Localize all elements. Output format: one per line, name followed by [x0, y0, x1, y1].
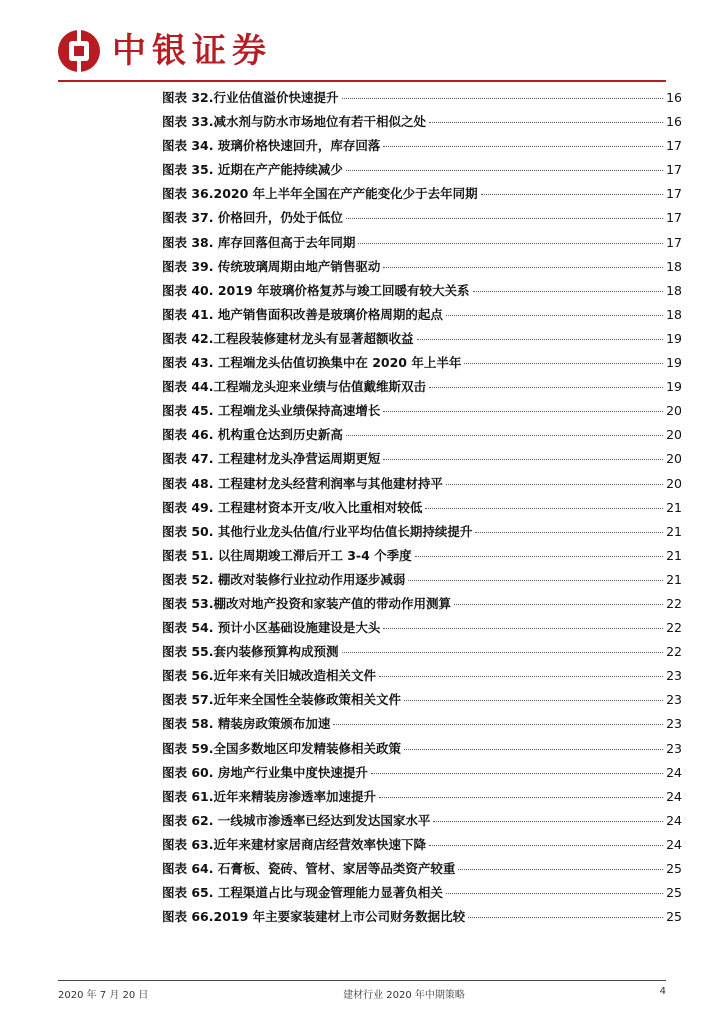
toc-entry-title: 图表 63.近年来建材家居商店经营效率快速下降 — [162, 836, 426, 852]
toc-dot-leader — [429, 845, 663, 846]
toc-entry[interactable] — [162, 809, 682, 833]
toc-entry[interactable] — [162, 134, 682, 158]
toc-entry-title: 图表 44.工程端龙头迎来业绩与估值戴维斯双击 — [162, 379, 426, 395]
toc-dot-leader — [446, 893, 663, 894]
toc-entry-title: 图表 62. 一线城市渗透率已经达到发达国家水平 — [162, 812, 431, 828]
toc-dot-leader — [333, 724, 663, 725]
toc-entry[interactable] — [162, 399, 682, 423]
toc-entry[interactable] — [162, 351, 682, 375]
toc-entry-page: 19 — [666, 379, 682, 395]
toc-entry-page: 24 — [666, 836, 682, 852]
toc-entry-title: 图表 59.全国多数地区印发精装修相关政策 — [162, 740, 401, 756]
toc-dot-leader — [346, 170, 663, 171]
toc-dot-leader — [468, 917, 663, 918]
toc-entry-page: 25 — [666, 885, 682, 901]
toc-entry[interactable] — [162, 785, 682, 809]
toc-entry-page: 22 — [666, 644, 682, 660]
toc-dot-leader — [475, 532, 663, 533]
toc-entry-page: 25 — [666, 861, 682, 876]
toc-entry[interactable] — [162, 905, 682, 929]
toc-dot-leader — [454, 604, 663, 605]
toc-entry[interactable] — [162, 544, 682, 568]
toc-entry[interactable] — [162, 712, 682, 736]
toc-dot-leader — [429, 387, 663, 388]
toc-entry-title: 图表 37. 价格回升，仍处于低位 — [162, 210, 343, 226]
toc-entry[interactable] — [162, 423, 682, 447]
toc-entry[interactable] — [162, 375, 682, 399]
toc-entry-title: 图表 64. 石膏板、瓷砖、管材、家居等品类资产较重 — [162, 861, 456, 876]
toc-entry-title: 图表 49. 工程建材资本开支/收入比重相对较低 — [162, 499, 423, 515]
toc-entry-page: 17 — [666, 162, 682, 178]
toc-entry[interactable] — [162, 158, 682, 182]
toc-dot-leader — [342, 652, 664, 653]
table-of-figures — [162, 86, 682, 929]
toc-entry-title: 图表 46. 机构重仓达到历史新高 — [162, 427, 343, 443]
toc-entry[interactable] — [162, 833, 682, 857]
toc-dot-leader — [481, 194, 663, 195]
toc-entry-page: 18 — [666, 306, 682, 322]
toc-entry-page: 19 — [666, 355, 682, 371]
toc-dot-leader — [383, 411, 663, 412]
toc-dot-leader — [383, 267, 663, 268]
toc-entry-title: 图表 38. 库存回落但高于去年同期 — [162, 234, 356, 250]
toc-entry-title: 图表 34. 玻璃价格快速回升，库存回落 — [162, 138, 381, 154]
toc-entry-title: 图表 36.2020 年上半年全国在产产能变化少于去年同期 — [162, 186, 478, 202]
toc-entry-page: 16 — [666, 90, 682, 105]
toc-dot-leader — [415, 556, 663, 557]
toc-dot-leader — [383, 146, 663, 147]
toc-dot-leader — [346, 218, 663, 219]
toc-entry-title: 图表 42.工程段装修建材龙头有显著超额收益 — [162, 330, 414, 346]
boc-logo-icon — [58, 30, 100, 72]
toc-entry-title: 图表 58. 精装房政策颁布加速 — [162, 716, 331, 732]
toc-entry[interactable] — [162, 496, 682, 520]
toc-entry[interactable] — [162, 447, 682, 471]
toc-entry-page: 20 — [666, 403, 682, 419]
toc-dot-leader — [425, 508, 663, 509]
toc-entry-page: 23 — [666, 668, 682, 684]
toc-entry-title: 图表 41. 地产销售面积改善是玻璃价格周期的起点 — [162, 306, 443, 322]
toc-entry[interactable] — [162, 279, 682, 303]
toc-dot-leader — [429, 122, 663, 123]
toc-entry-page: 20 — [666, 475, 682, 491]
toc-dot-leader — [404, 749, 663, 750]
toc-entry-page: 17 — [666, 186, 682, 202]
toc-entry-title: 图表 39. 传统玻璃周期由地产销售驱动 — [162, 258, 381, 274]
footer-page-number: 4 — [659, 986, 666, 997]
toc-dot-leader — [371, 773, 663, 774]
toc-entry-title: 图表 33.减水剂与防水市场地位有若干相似之处 — [162, 114, 426, 130]
toc-dot-leader — [383, 628, 663, 629]
toc-entry-page: 17 — [666, 138, 682, 154]
toc-entry[interactable] — [162, 231, 682, 255]
toc-entry-page: 24 — [666, 812, 682, 828]
toc-entry-title: 图表 51. 以往周期竣工滞后开工 3-4 个季度 — [162, 547, 412, 563]
toc-entry-title: 图表 66.2019 年主要家装建材上市公司财务数据比较 — [162, 909, 466, 925]
toc-entry-page: 20 — [666, 427, 682, 443]
toc-dot-leader — [464, 363, 663, 364]
toc-entry-title: 图表 45. 工程端龙头业绩保持高速增长 — [162, 403, 381, 419]
footer-divider — [58, 980, 666, 981]
toc-entry-title: 图表 65. 工程渠道占比与现金管理能力显著负相关 — [162, 885, 443, 901]
toc-entry-title: 图表 54. 预计小区基础设施建设是大头 — [162, 620, 381, 636]
toc-entry[interactable] — [162, 688, 682, 712]
footer — [58, 986, 666, 1001]
toc-entry[interactable] — [162, 568, 682, 592]
toc-entry-page: 23 — [666, 692, 682, 708]
toc-entry-page: 23 — [666, 716, 682, 732]
toc-dot-leader — [383, 459, 663, 460]
toc-dot-leader — [408, 580, 663, 581]
toc-entry[interactable] — [162, 520, 682, 544]
toc-entry-page: 16 — [666, 114, 682, 130]
toc-entry-page: 25 — [666, 909, 682, 925]
toc-entry-title: 图表 57.近年来全国性全装修政策相关文件 — [162, 692, 401, 708]
toc-entry[interactable] — [162, 592, 682, 616]
toc-entry[interactable] — [162, 303, 682, 327]
footer-report-title: 建材行业 2020 年中期策略 — [343, 990, 465, 1001]
toc-entry-title: 图表 32.行业估值溢价快速提升 — [162, 90, 339, 105]
toc-entry-page: 24 — [666, 788, 682, 804]
toc-entry[interactable] — [162, 640, 682, 664]
toc-entry-title: 图表 50. 其他行业龙头估值/行业平均估值长期持续提升 — [162, 523, 473, 539]
toc-entry-page: 20 — [666, 451, 682, 467]
toc-entry-page: 22 — [666, 595, 682, 611]
toc-dot-leader — [346, 435, 663, 436]
toc-entry[interactable] — [162, 616, 682, 640]
toc-dot-leader — [342, 98, 664, 99]
toc-entry[interactable] — [162, 664, 682, 688]
toc-entry-page: 23 — [666, 740, 682, 756]
toc-entry-page: 18 — [666, 258, 682, 274]
toc-entry-title: 图表 56.近年来有关旧城改造相关文件 — [162, 668, 376, 684]
toc-entry-title: 图表 40. 2019 年玻璃价格复苏与竣工回暖有较大关系 — [162, 282, 470, 298]
toc-entry[interactable] — [162, 737, 682, 761]
toc-entry[interactable] — [162, 182, 682, 206]
toc-entry-title: 图表 43. 工程端龙头估值切换集中在 2020 年上半年 — [162, 355, 462, 371]
toc-entry[interactable] — [162, 761, 682, 785]
toc-entry-page: 17 — [666, 210, 682, 226]
toc-entry-title: 图表 47. 工程建材龙头净营运周期更短 — [162, 451, 381, 467]
toc-dot-leader — [379, 797, 663, 798]
toc-entry-title: 图表 53.棚改对地产投资和家装产值的带动作用测算 — [162, 595, 451, 611]
toc-entry[interactable] — [162, 110, 682, 134]
toc-entry-page: 24 — [666, 764, 682, 780]
toc-entry-page: 19 — [666, 330, 682, 346]
toc-entry-page: 21 — [666, 571, 682, 587]
toc-entry-title: 图表 48. 工程建材龙头经营利润率与其他建材持平 — [162, 475, 443, 491]
toc-entry[interactable] — [162, 255, 682, 279]
toc-entry[interactable] — [162, 206, 682, 230]
toc-dot-leader — [417, 339, 664, 340]
toc-entry-page: 21 — [666, 499, 682, 515]
toc-entry[interactable] — [162, 86, 682, 110]
toc-entry-page: 18 — [666, 282, 682, 298]
toc-dot-leader — [379, 676, 663, 677]
toc-entry-title: 图表 61.近年来精装房渗透率加速提升 — [162, 788, 376, 804]
toc-entry-page: 17 — [666, 234, 682, 250]
toc-dot-leader — [446, 315, 663, 316]
toc-dot-leader — [433, 821, 663, 822]
brand-name: 中银证券 — [112, 31, 272, 71]
toc-entry-title: 图表 52. 棚改对装修行业拉动作用逐步减弱 — [162, 571, 406, 587]
toc-entry-title: 图表 55.套内装修预算构成预测 — [162, 644, 339, 660]
toc-dot-leader — [473, 291, 664, 292]
toc-entry-page: 21 — [666, 547, 682, 563]
toc-dot-leader — [458, 869, 663, 870]
toc-entry-title: 图表 35. 近期在产产能持续减少 — [162, 162, 343, 178]
toc-entry[interactable] — [162, 857, 682, 881]
toc-dot-leader — [358, 243, 663, 244]
header-divider — [58, 80, 666, 82]
toc-entry-title: 图表 60. 房地产行业集中度快速提升 — [162, 764, 368, 780]
toc-entry-page: 22 — [666, 620, 682, 636]
toc-entry[interactable] — [162, 881, 682, 905]
toc-entry[interactable] — [162, 472, 682, 496]
toc-entry-page: 21 — [666, 523, 682, 539]
header — [58, 26, 272, 76]
toc-entry[interactable] — [162, 327, 682, 351]
footer-date: 2020 年 7 月 20 日 — [58, 990, 149, 1001]
toc-dot-leader — [446, 484, 663, 485]
toc-dot-leader — [404, 700, 663, 701]
